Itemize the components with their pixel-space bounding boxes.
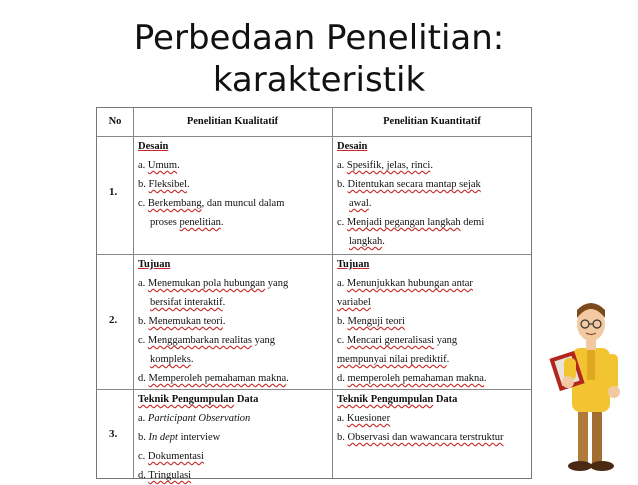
- list-item: a. Menemukan pola hubungan yang: [138, 278, 289, 289]
- list-item-text: langkah: [349, 236, 383, 247]
- kualitatif-cell: [138, 137, 328, 232]
- kuantitatif-cell: [337, 255, 527, 388]
- list-item-text: Tringulasi: [148, 470, 192, 481]
- list-item-text: Participant Observation: [147, 413, 251, 424]
- list-item: bersifat interaktif.: [150, 297, 226, 308]
- list-item: mempunyai nilai prediktif.: [337, 354, 450, 365]
- list-item: proses penelitian.: [150, 217, 224, 228]
- list-item: b. Fleksibel.: [138, 179, 190, 190]
- list-item-text: Ditentukan secara mantap sejak: [347, 179, 481, 190]
- kuantitatif-cell: [337, 137, 527, 251]
- list-item: langkah.: [349, 236, 385, 247]
- list-item-text: Observasi dan wawancara terstruktur: [347, 432, 504, 443]
- list-item: kompleks.: [150, 354, 194, 365]
- row-number: 3.: [109, 428, 118, 440]
- list-item-text: mempunyai nilai prediktif: [337, 354, 447, 365]
- list-item-text: awal: [349, 198, 369, 209]
- column-divider: [332, 108, 333, 478]
- list-item-text: In dept: [148, 432, 178, 443]
- row-number: 2.: [109, 314, 118, 326]
- slide-title-line2: karakteristik: [212, 60, 426, 100]
- list-item: a. Spesifik, jelas, rinci.: [337, 160, 433, 171]
- list-item-text: Menguji teori: [347, 316, 405, 327]
- list-item-text: Menggambarkan realitas: [147, 335, 253, 346]
- section-title: Desain: [337, 141, 368, 152]
- list-item: d. Tringulasi: [138, 470, 192, 481]
- comparison-table: [96, 107, 532, 479]
- list-item: b. Ditentukan secara mantap sejak: [337, 179, 481, 190]
- list-item: c. Mencari generalisasi yang: [337, 335, 458, 346]
- column-divider: [133, 108, 134, 478]
- list-item-text: kompleks: [150, 354, 191, 365]
- section-title: Tujuan: [138, 259, 171, 270]
- list-item: b. In dept interview: [138, 432, 221, 443]
- list-item: a. Participant Observation: [138, 413, 251, 424]
- list-item-text: Fleksibel: [148, 179, 187, 190]
- section-title: Desain: [138, 141, 169, 152]
- header-no: No: [108, 116, 122, 127]
- list-item: b. Observasi dan wawancara terstruktur: [337, 432, 504, 443]
- list-item-text: variabel: [337, 297, 371, 308]
- list-item-text: Dokumentasi: [147, 451, 204, 462]
- list-item-text: bersifat interaktif: [150, 297, 223, 308]
- list-item: d. Memperoleh pemahaman makna.: [138, 373, 289, 384]
- list-item: a. Menunjukkan hubungan antar: [337, 278, 473, 289]
- list-item: c. Berkembang, dan muncul dalam: [138, 198, 285, 209]
- kualitatif-cell: [138, 255, 328, 388]
- list-item-text: Umum: [147, 160, 178, 171]
- list-item-text: Berkembang: [147, 198, 202, 209]
- list-item: a. Umum.: [138, 160, 180, 171]
- section-title: Teknik Pengumpulan Data: [138, 394, 259, 405]
- teacher-clipart-image: [542, 288, 638, 478]
- list-item: awal.: [349, 198, 372, 209]
- kualitatif-cell: [138, 390, 328, 485]
- header-kuantitatif: Penelitian Kuantitatif: [383, 116, 481, 127]
- list-item-text: Mencari generalisasi: [346, 335, 435, 346]
- list-item: d. memperoleh pemahaman makna.: [337, 373, 487, 384]
- list-item-text: penelitian: [179, 217, 221, 228]
- list-item: a. Kuesioner: [337, 413, 391, 424]
- slide-title-line1: Perbedaan Penelitian:: [133, 18, 505, 58]
- list-item-text: Menunjukkan hubungan antar: [346, 278, 473, 289]
- section-title-text: Teknik Pengumpulan: [138, 394, 235, 405]
- row-number: 1.: [109, 186, 118, 198]
- section-title: Tujuan: [337, 259, 370, 270]
- list-item-text: Spesifik, jelas, rinci: [346, 160, 431, 171]
- list-item: b. Menemukan teori.: [138, 316, 226, 327]
- list-item: c. Menjadi pegangan langkah demi: [337, 217, 485, 228]
- list-item-text: Memperoleh pemahaman makna: [148, 373, 287, 384]
- list-item-text: Menjadi pegangan langkah: [346, 217, 461, 228]
- list-item-text: Menemukan pola hubungan: [147, 278, 266, 289]
- list-item: [337, 293, 527, 312]
- header-kualitatif: Penelitian Kualitatif: [186, 116, 279, 127]
- list-item: b. Menguji teori: [337, 316, 405, 327]
- list-item: c. Dokumentasi: [138, 451, 204, 462]
- list-item-text: Kuesioner: [346, 413, 391, 424]
- section-title: Teknik Pengumpulan Data: [337, 394, 458, 405]
- list-item-text: memperoleh pemahaman makna: [347, 373, 484, 384]
- kuantitatif-cell: [337, 390, 527, 447]
- list-item: c. Menggambarkan realitas yang: [138, 335, 276, 346]
- list-item-text: Menemukan teori: [148, 316, 223, 327]
- section-title-text: Teknik Pengumpulan: [337, 394, 434, 405]
